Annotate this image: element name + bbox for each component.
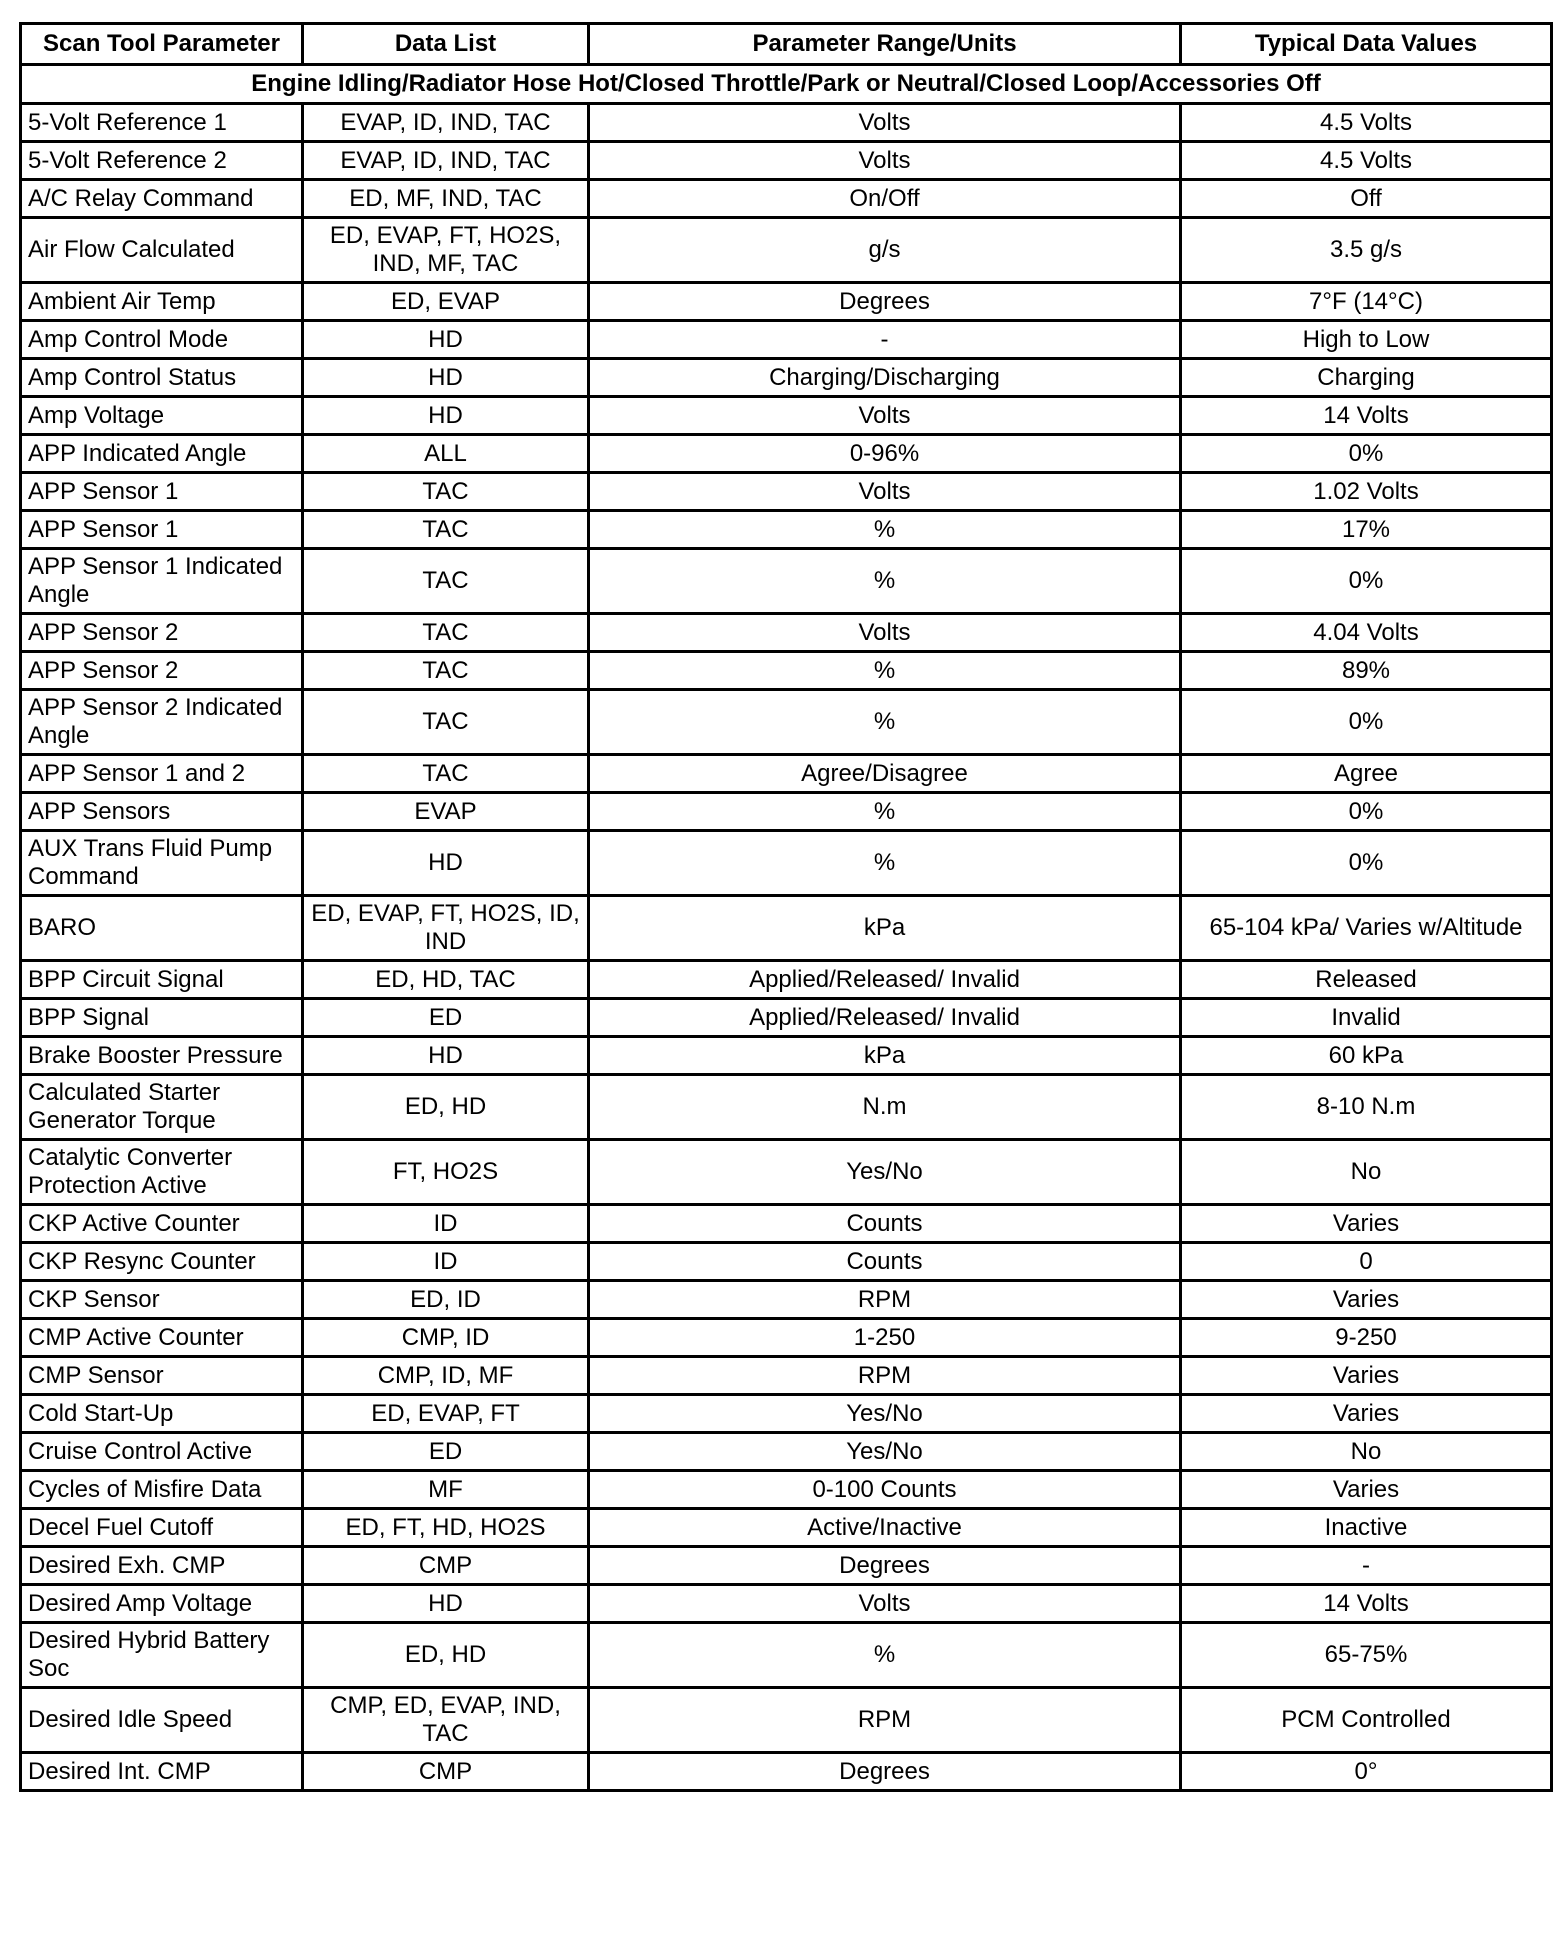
table-row	[21, 359, 1552, 397]
cell-data-list: ALL	[303, 435, 589, 473]
cell-typical-value: 4.5 Volts	[1181, 142, 1552, 180]
cell-data-list: EVAP, ID, IND, TAC	[303, 104, 589, 142]
cell-scan-tool-parameter: CMP Sensor	[21, 1357, 303, 1395]
cell-typical-value: Off	[1181, 180, 1552, 218]
cell-typical-value: 0%	[1181, 831, 1552, 896]
cell-typical-value: No	[1181, 1433, 1552, 1471]
table-row	[21, 1509, 1552, 1547]
cell-scan-tool-parameter: CKP Resync Counter	[21, 1243, 303, 1281]
cell-typical-value: 1.02 Volts	[1181, 473, 1552, 511]
cell-typical-value: 0	[1181, 1243, 1552, 1281]
cell-parameter-range: Degrees	[589, 283, 1181, 321]
cell-data-list: ED	[303, 999, 589, 1037]
cell-typical-value: Varies	[1181, 1471, 1552, 1509]
cell-parameter-range: Counts	[589, 1243, 1181, 1281]
cell-scan-tool-parameter: CKP Active Counter	[21, 1205, 303, 1243]
cell-scan-tool-parameter: Amp Control Status	[21, 359, 303, 397]
cell-parameter-range: RPM	[589, 1688, 1181, 1753]
cell-typical-value: 65-104 kPa/ Varies w/Altitude	[1181, 896, 1552, 961]
cell-parameter-range: Volts	[589, 1585, 1181, 1623]
cell-typical-value: Invalid	[1181, 999, 1552, 1037]
cell-parameter-range: %	[589, 831, 1181, 896]
table-row	[21, 435, 1552, 473]
table-row	[21, 549, 1552, 614]
cell-parameter-range: 0-100 Counts	[589, 1471, 1181, 1509]
cell-typical-value: 14 Volts	[1181, 397, 1552, 435]
cell-scan-tool-parameter: Brake Booster Pressure	[21, 1037, 303, 1075]
cell-parameter-range: RPM	[589, 1281, 1181, 1319]
cell-scan-tool-parameter: Desired Exh. CMP	[21, 1547, 303, 1585]
cell-data-list: TAC	[303, 652, 589, 690]
cell-typical-value: 17%	[1181, 511, 1552, 549]
cell-scan-tool-parameter: CKP Sensor	[21, 1281, 303, 1319]
table-row	[21, 1075, 1552, 1140]
cell-data-list: ED, HD, TAC	[303, 961, 589, 999]
cell-parameter-range: Applied/Released/ Invalid	[589, 999, 1181, 1037]
cell-parameter-range: %	[589, 1623, 1181, 1688]
cell-data-list: ED, HD	[303, 1075, 589, 1140]
cell-typical-value: 89%	[1181, 652, 1552, 690]
cell-typical-value: 4.5 Volts	[1181, 104, 1552, 142]
cell-typical-value: 8-10 N.m	[1181, 1075, 1552, 1140]
table-row	[21, 1281, 1552, 1319]
table-row	[21, 793, 1552, 831]
table-row	[21, 1753, 1552, 1791]
cell-parameter-range: Charging/Discharging	[589, 359, 1181, 397]
cell-scan-tool-parameter: APP Sensor 1	[21, 511, 303, 549]
cell-scan-tool-parameter: BARO	[21, 896, 303, 961]
cell-scan-tool-parameter: 5-Volt Reference 1	[21, 104, 303, 142]
cell-data-list: ID	[303, 1243, 589, 1281]
cell-typical-value: 0%	[1181, 435, 1552, 473]
cell-typical-value: Varies	[1181, 1395, 1552, 1433]
cell-data-list: HD	[303, 831, 589, 896]
cell-scan-tool-parameter: Decel Fuel Cutoff	[21, 1509, 303, 1547]
cell-data-list: HD	[303, 1037, 589, 1075]
cell-parameter-range: Yes/No	[589, 1433, 1181, 1471]
cell-parameter-range: Volts	[589, 142, 1181, 180]
table-row	[21, 1395, 1552, 1433]
table-body	[21, 65, 1552, 1791]
cell-typical-value: 60 kPa	[1181, 1037, 1552, 1075]
table-row	[21, 1623, 1552, 1688]
cell-parameter-range: Applied/Released/ Invalid	[589, 961, 1181, 999]
table-row	[21, 1585, 1552, 1623]
cell-data-list: TAC	[303, 549, 589, 614]
table-row	[21, 1205, 1552, 1243]
cell-scan-tool-parameter: Air Flow Calculated	[21, 218, 303, 283]
cell-scan-tool-parameter: Cruise Control Active	[21, 1433, 303, 1471]
table-row	[21, 1140, 1552, 1205]
cell-parameter-range: -	[589, 321, 1181, 359]
cell-parameter-range: kPa	[589, 1037, 1181, 1075]
header-typical-values: Typical Data Values	[1181, 24, 1552, 65]
cell-data-list: ED, EVAP, FT, HO2S, IND, MF, TAC	[303, 218, 589, 283]
cell-typical-value: Varies	[1181, 1281, 1552, 1319]
cell-scan-tool-parameter: APP Sensors	[21, 793, 303, 831]
table-row	[21, 690, 1552, 755]
table-row	[21, 831, 1552, 896]
table-row	[21, 1037, 1552, 1075]
cell-data-list: CMP, ED, EVAP, IND, TAC	[303, 1688, 589, 1753]
cell-typical-value: 3.5 g/s	[1181, 218, 1552, 283]
cell-data-list: ED, HD	[303, 1623, 589, 1688]
table-row	[21, 1688, 1552, 1753]
cell-typical-value: No	[1181, 1140, 1552, 1205]
cell-data-list: ID	[303, 1205, 589, 1243]
section-row	[21, 65, 1552, 104]
cell-data-list: EVAP, ID, IND, TAC	[303, 142, 589, 180]
table-row	[21, 896, 1552, 961]
cell-parameter-range: Volts	[589, 614, 1181, 652]
cell-parameter-range: Yes/No	[589, 1140, 1181, 1205]
cell-typical-value: 0%	[1181, 549, 1552, 614]
cell-scan-tool-parameter: APP Indicated Angle	[21, 435, 303, 473]
cell-scan-tool-parameter: Desired Int. CMP	[21, 1753, 303, 1791]
cell-scan-tool-parameter: 5-Volt Reference 2	[21, 142, 303, 180]
cell-data-list: HD	[303, 397, 589, 435]
cell-scan-tool-parameter: AUX Trans Fluid Pump Command	[21, 831, 303, 896]
cell-parameter-range: 0-96%	[589, 435, 1181, 473]
table-row	[21, 1547, 1552, 1585]
cell-scan-tool-parameter: APP Sensor 1 Indicated Angle	[21, 549, 303, 614]
cell-scan-tool-parameter: A/C Relay Command	[21, 180, 303, 218]
cell-parameter-range: Volts	[589, 104, 1181, 142]
cell-scan-tool-parameter: BPP Signal	[21, 999, 303, 1037]
cell-scan-tool-parameter: APP Sensor 2 Indicated Angle	[21, 690, 303, 755]
table-row	[21, 1243, 1552, 1281]
cell-scan-tool-parameter: Desired Idle Speed	[21, 1688, 303, 1753]
cell-data-list: HD	[303, 321, 589, 359]
cell-scan-tool-parameter: APP Sensor 1 and 2	[21, 755, 303, 793]
table-row	[21, 142, 1552, 180]
cell-data-list: EVAP	[303, 793, 589, 831]
cell-data-list: TAC	[303, 614, 589, 652]
cell-data-list: ED	[303, 1433, 589, 1471]
table-row	[21, 1433, 1552, 1471]
cell-typical-value: 9-250	[1181, 1319, 1552, 1357]
table-row	[21, 473, 1552, 511]
cell-scan-tool-parameter: CMP Active Counter	[21, 1319, 303, 1357]
cell-parameter-range: Active/Inactive	[589, 1509, 1181, 1547]
cell-scan-tool-parameter: APP Sensor 2	[21, 652, 303, 690]
cell-parameter-range: Yes/No	[589, 1395, 1181, 1433]
cell-scan-tool-parameter: BPP Circuit Signal	[21, 961, 303, 999]
section-title: Engine Idling/Radiator Hose Hot/Closed Throttle/Park or Neutral/Closed Loop/Accessories Off	[21, 65, 1552, 104]
cell-data-list: ED, MF, IND, TAC	[303, 180, 589, 218]
cell-data-list: CMP, ID, MF	[303, 1357, 589, 1395]
cell-parameter-range: Degrees	[589, 1547, 1181, 1585]
cell-scan-tool-parameter: Catalytic Converter Protection Active	[21, 1140, 303, 1205]
cell-scan-tool-parameter: Cycles of Misfire Data	[21, 1471, 303, 1509]
table-row	[21, 283, 1552, 321]
table-row	[21, 104, 1552, 142]
cell-typical-value: Inactive	[1181, 1509, 1552, 1547]
table-row	[21, 755, 1552, 793]
table-row	[21, 321, 1552, 359]
cell-typical-value: 4.04 Volts	[1181, 614, 1552, 652]
cell-typical-value: High to Low	[1181, 321, 1552, 359]
cell-data-list: FT, HO2S	[303, 1140, 589, 1205]
cell-typical-value: 0°	[1181, 1753, 1552, 1791]
cell-data-list: TAC	[303, 755, 589, 793]
table-row	[21, 999, 1552, 1037]
cell-parameter-range: g/s	[589, 218, 1181, 283]
cell-data-list: ED, ID	[303, 1281, 589, 1319]
cell-parameter-range: %	[589, 652, 1181, 690]
cell-data-list: CMP	[303, 1753, 589, 1791]
table-row	[21, 961, 1552, 999]
cell-data-list: TAC	[303, 511, 589, 549]
cell-scan-tool-parameter: Amp Control Mode	[21, 321, 303, 359]
cell-parameter-range: Volts	[589, 473, 1181, 511]
cell-typical-value: 14 Volts	[1181, 1585, 1552, 1623]
cell-data-list: MF	[303, 1471, 589, 1509]
cell-parameter-range: RPM	[589, 1357, 1181, 1395]
cell-parameter-range: kPa	[589, 896, 1181, 961]
cell-data-list: TAC	[303, 473, 589, 511]
cell-data-list: ED, EVAP, FT	[303, 1395, 589, 1433]
cell-parameter-range: On/Off	[589, 180, 1181, 218]
scan-tool-data-table	[19, 22, 1553, 1792]
table-row	[21, 511, 1552, 549]
cell-parameter-range: %	[589, 549, 1181, 614]
cell-data-list: TAC	[303, 690, 589, 755]
cell-typical-value: -	[1181, 1547, 1552, 1585]
table-row	[21, 652, 1552, 690]
cell-typical-value: 0%	[1181, 793, 1552, 831]
table-row	[21, 614, 1552, 652]
cell-data-list: HD	[303, 359, 589, 397]
cell-scan-tool-parameter: Amp Voltage	[21, 397, 303, 435]
cell-scan-tool-parameter: Ambient Air Temp	[21, 283, 303, 321]
cell-scan-tool-parameter: APP Sensor 2	[21, 614, 303, 652]
header-scan-tool-parameter: Scan Tool Parameter	[21, 24, 303, 65]
cell-parameter-range: Degrees	[589, 1753, 1181, 1791]
table-row	[21, 1471, 1552, 1509]
header-data-list: Data List	[303, 24, 589, 65]
cell-data-list: CMP, ID	[303, 1319, 589, 1357]
cell-typical-value: 65-75%	[1181, 1623, 1552, 1688]
table-row	[21, 397, 1552, 435]
cell-typical-value: Released	[1181, 961, 1552, 999]
cell-scan-tool-parameter: Calculated Starter Generator Torque	[21, 1075, 303, 1140]
cell-typical-value: Charging	[1181, 359, 1552, 397]
cell-data-list: CMP	[303, 1547, 589, 1585]
cell-data-list: ED, FT, HD, HO2S	[303, 1509, 589, 1547]
cell-parameter-range: 1-250	[589, 1319, 1181, 1357]
cell-parameter-range: %	[589, 793, 1181, 831]
cell-scan-tool-parameter: APP Sensor 1	[21, 473, 303, 511]
cell-parameter-range: N.m	[589, 1075, 1181, 1140]
cell-scan-tool-parameter: Desired Hybrid Battery Soc	[21, 1623, 303, 1688]
cell-scan-tool-parameter: Cold Start-Up	[21, 1395, 303, 1433]
table-row	[21, 218, 1552, 283]
cell-typical-value: 0%	[1181, 690, 1552, 755]
cell-parameter-range: Volts	[589, 397, 1181, 435]
header-row	[21, 24, 1552, 65]
cell-parameter-range: Counts	[589, 1205, 1181, 1243]
cell-parameter-range: %	[589, 690, 1181, 755]
cell-scan-tool-parameter: Desired Amp Voltage	[21, 1585, 303, 1623]
cell-typical-value: Varies	[1181, 1357, 1552, 1395]
cell-data-list: ED, EVAP, FT, HO2S, ID, IND	[303, 896, 589, 961]
cell-typical-value: Agree	[1181, 755, 1552, 793]
cell-parameter-range: Agree/Disagree	[589, 755, 1181, 793]
header-parameter-range: Parameter Range/Units	[589, 24, 1181, 65]
cell-typical-value: PCM Controlled	[1181, 1688, 1552, 1753]
table-row	[21, 1319, 1552, 1357]
cell-parameter-range: %	[589, 511, 1181, 549]
cell-typical-value: 7°F (14°C)	[1181, 283, 1552, 321]
table-row	[21, 180, 1552, 218]
table-row	[21, 1357, 1552, 1395]
cell-data-list: ED, EVAP	[303, 283, 589, 321]
cell-typical-value: Varies	[1181, 1205, 1552, 1243]
cell-data-list: HD	[303, 1585, 589, 1623]
